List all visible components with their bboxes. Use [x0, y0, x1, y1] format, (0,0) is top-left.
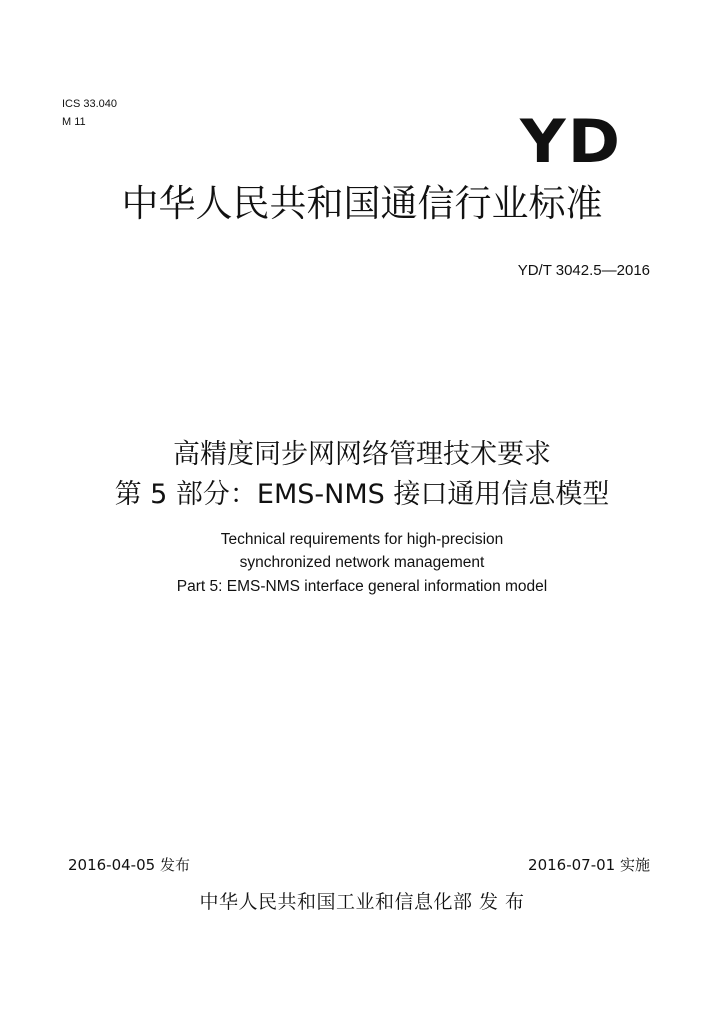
english-title-line-2: synchronized network management — [239, 554, 485, 571]
issue-date: 2016-04-05 发布 — [68, 856, 190, 874]
standard-number: YD/T 3042.5—2016 — [517, 262, 650, 279]
chinese-title-line-2: 第 5 部分：EMS-NMS 接口通用信息模型 — [114, 479, 610, 510]
english-title-line-3: Part 5: EMS-NMS interface general information model — [176, 578, 548, 595]
standard-type-title: 中华人民共和国通信行业标准 — [121, 182, 603, 225]
english-title-line-1: Technical requirements for high-precision — [220, 531, 504, 548]
implementation-date: 2016-07-01 实施 — [528, 856, 650, 874]
issuing-authority: 中华人民共和国工业和信息化部 发 布 — [199, 891, 525, 913]
yd-logo: YD — [520, 107, 623, 177]
chinese-title-line-1: 高精度同步网网络管理技术要求 — [173, 439, 551, 470]
header-divider — [60, 246, 664, 247]
ics-code: ICS 33.040 — [62, 98, 118, 110]
ccs-code: M 11 — [62, 116, 86, 128]
